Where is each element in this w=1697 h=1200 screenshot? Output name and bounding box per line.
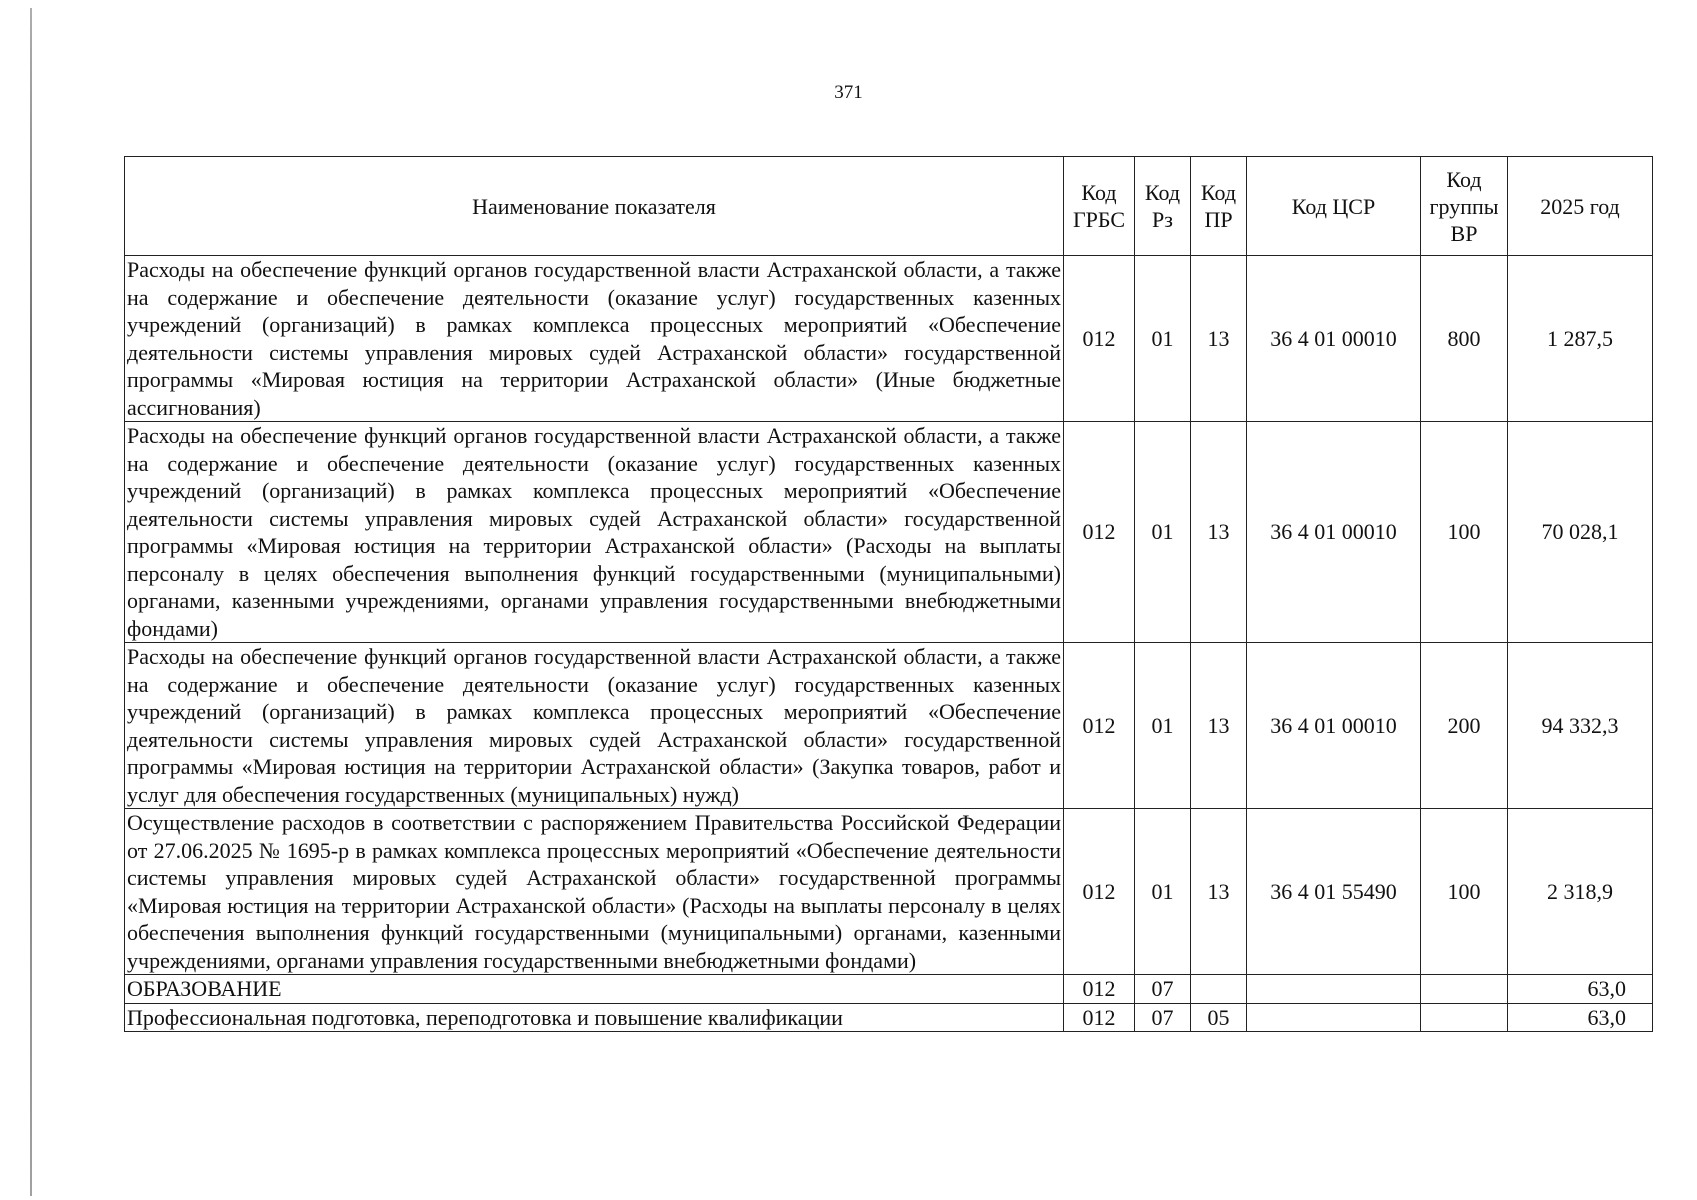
row-grbs: 012 xyxy=(1064,975,1135,1004)
header-name: Наименование показателя xyxy=(125,157,1064,256)
header-rz: Код Рз xyxy=(1135,157,1191,256)
row-rz: 07 xyxy=(1135,1003,1191,1032)
row-amount: 63,0 xyxy=(1508,1003,1653,1032)
row-pr: 13 xyxy=(1191,643,1247,809)
row-vr: 100 xyxy=(1421,809,1508,975)
row-name: Расходы на обеспечение функций органов государственной власти Астраханской области, а также на содержание и обеспечение деятельности (оказание услуг) государственных казенных учреждений (организаций) в рамках комплекса процессных мероприятий «Обеспечение деятельности системы управления мировых судей Астраханской области» государственной программы «Мировая юстиция на территории Астраханской области» (Расходы на выплаты персоналу в целях обеспечения выполнения функций государственными (муниципальными) органами, казенными учреждениями, органами управления государственными внебюджетными фондами) xyxy=(125,422,1064,643)
row-pr: 05 xyxy=(1191,1003,1247,1032)
header-vr: Код группы ВР xyxy=(1421,157,1508,256)
row-rz: 07 xyxy=(1135,975,1191,1004)
row-vr: 200 xyxy=(1421,643,1508,809)
page-number: 371 xyxy=(834,82,863,103)
row-name: Профессиональная подготовка, переподготовка и повышение квалификации xyxy=(125,1003,1064,1032)
table-row xyxy=(125,809,1653,975)
header-csr: Код ЦСР xyxy=(1247,157,1421,256)
row-vr xyxy=(1421,975,1508,1004)
table-row xyxy=(125,1003,1653,1032)
table-row xyxy=(125,643,1653,809)
header-pr: Код ПР xyxy=(1191,157,1247,256)
row-csr: 36 4 01 55490 xyxy=(1247,809,1421,975)
row-grbs: 012 xyxy=(1064,643,1135,809)
row-name: Расходы на обеспечение функций органов государственной власти Астраханской области, а также на содержание и обеспечение деятельности (оказание услуг) государственных казенных учреждений (организаций) в рамках комплекса процессных мероприятий «Обеспечение деятельности системы управления мировых судей Астраханской области» государственной программы «Мировая юстиция на территории Астраханской области» (Закупка товаров, работ и услуг для обеспечения государственных (муниципальных) нужд) xyxy=(125,643,1064,809)
table-row xyxy=(125,422,1653,643)
table-row xyxy=(125,975,1653,1004)
row-rz: 01 xyxy=(1135,256,1191,422)
row-name: ОБРАЗОВАНИЕ xyxy=(125,975,1064,1004)
row-csr: 36 4 01 00010 xyxy=(1247,643,1421,809)
budget-table xyxy=(124,156,1653,1032)
table-header-row xyxy=(125,157,1653,256)
row-rz: 01 xyxy=(1135,809,1191,975)
row-csr: 36 4 01 00010 xyxy=(1247,422,1421,643)
row-amount: 63,0 xyxy=(1508,975,1653,1004)
row-pr: 13 xyxy=(1191,256,1247,422)
row-csr xyxy=(1247,975,1421,1004)
row-name: Расходы на обеспечение функций органов государственной власти Астраханской области, а также на содержание и обеспечение деятельности (оказание услуг) государственных казенных учреждений (организаций) в рамках комплекса процессных мероприятий «Обеспечение деятельности системы управления мировых судей Астраханской области» государственной программы «Мировая юстиция на территории Астраханской области» (Иные бюджетные ассигнования) xyxy=(125,256,1064,422)
row-pr xyxy=(1191,975,1247,1004)
row-vr xyxy=(1421,1003,1508,1032)
row-vr: 100 xyxy=(1421,422,1508,643)
row-pr: 13 xyxy=(1191,809,1247,975)
row-amount: 2 318,9 xyxy=(1508,809,1653,975)
row-amount: 70 028,1 xyxy=(1508,422,1653,643)
row-rz: 01 xyxy=(1135,422,1191,643)
row-grbs: 012 xyxy=(1064,256,1135,422)
row-vr: 800 xyxy=(1421,256,1508,422)
header-grbs: Код ГРБС xyxy=(1064,157,1135,256)
row-pr: 13 xyxy=(1191,422,1247,643)
table-row xyxy=(125,256,1653,422)
row-grbs: 012 xyxy=(1064,422,1135,643)
row-csr: 36 4 01 00010 xyxy=(1247,256,1421,422)
header-year: 2025 год xyxy=(1508,157,1653,256)
row-grbs: 012 xyxy=(1064,1003,1135,1032)
row-amount: 94 332,3 xyxy=(1508,643,1653,809)
row-name: Осуществление расходов в соответствии с распоряжением Правительства Российской Федерации от 27.06.2025 № 1695-р в рамках комплекса процессных мероприятий «Обеспечение деятельности системы управления мировых судей Астраханской области» государственной программы «Мировая юстиция на территории Астраханской области» (Расходы на выплаты персоналу в целях обеспечения выполнения функций государственными (муниципальными) органами, казенными учреждениями, органами управления государственными внебюджетными фондами) xyxy=(125,809,1064,975)
row-grbs: 012 xyxy=(1064,809,1135,975)
row-csr xyxy=(1247,1003,1421,1032)
scan-edge-line xyxy=(30,8,32,1196)
row-amount: 1 287,5 xyxy=(1508,256,1653,422)
row-rz: 01 xyxy=(1135,643,1191,809)
